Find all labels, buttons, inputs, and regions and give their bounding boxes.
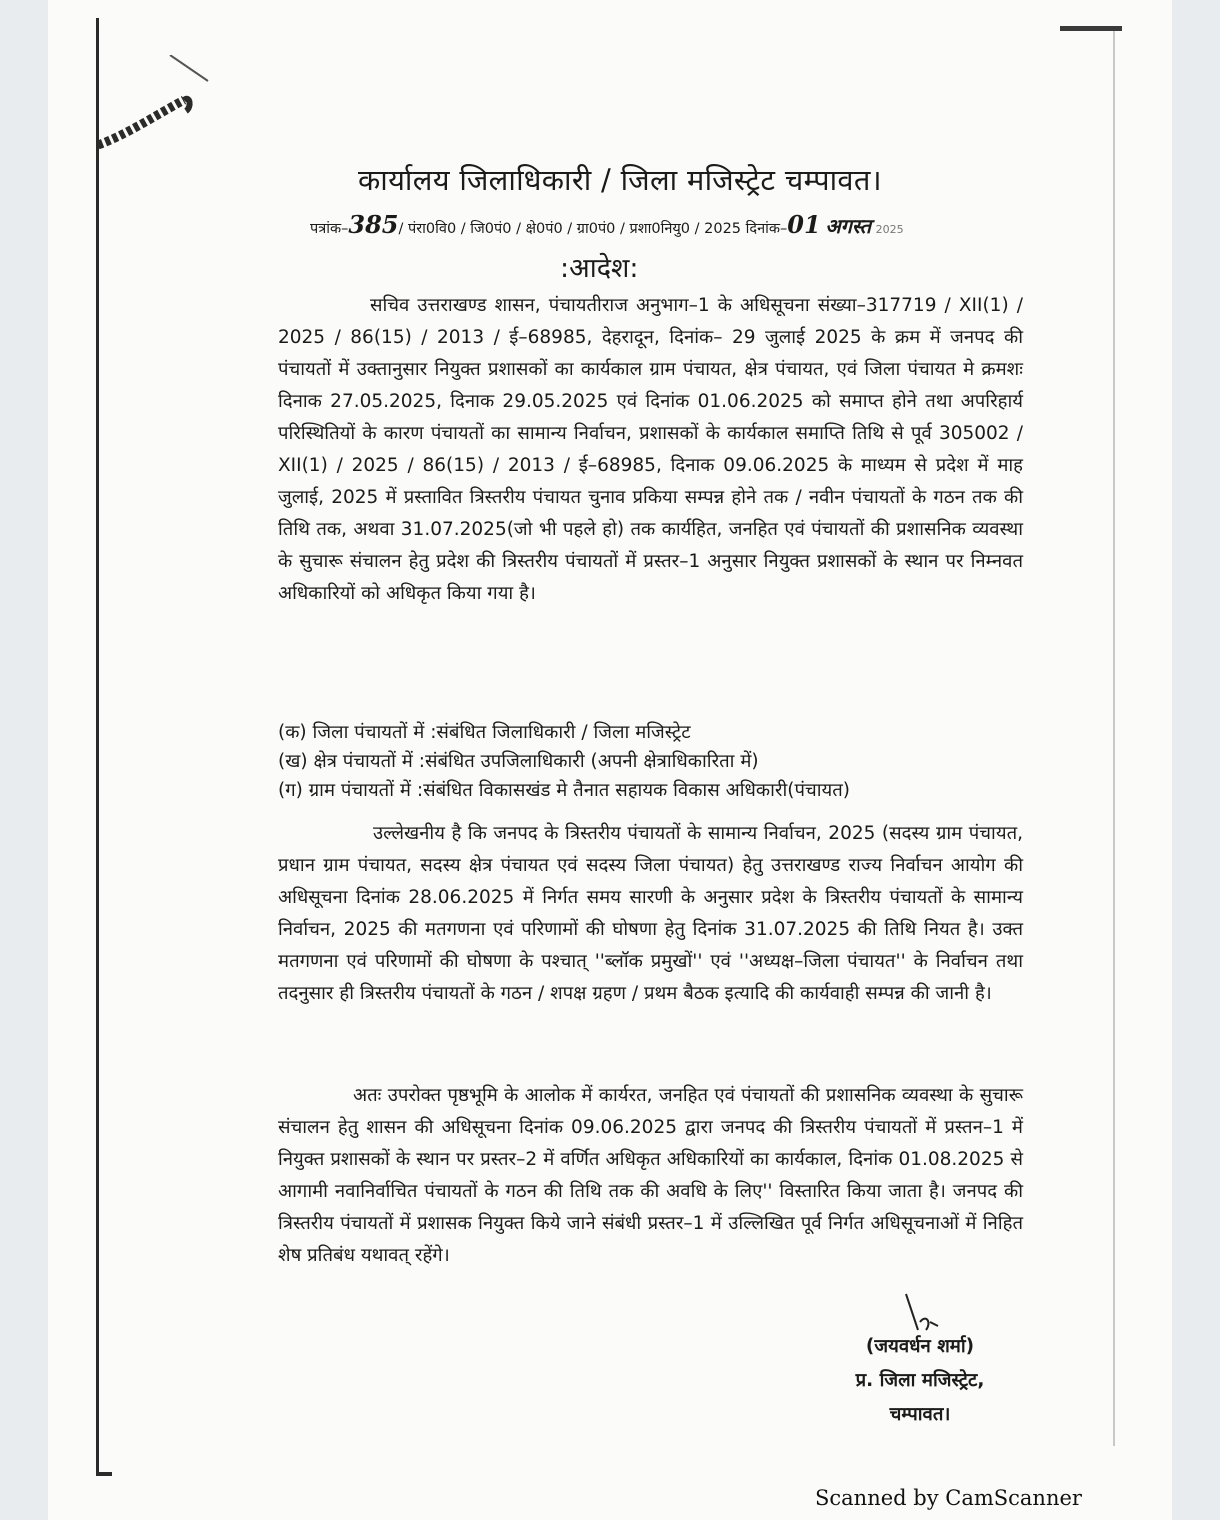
officer-list [278,718,850,805]
list-item: (ग) ग्राम पंचायतों में :संबंधित विकासखंड मे तैनात सहायक विकास अधिकारी(पंचायत) [278,780,851,801]
top-edge-mark [1060,26,1122,31]
reference-line [310,210,1030,239]
date-day-handwritten: 01 [787,210,821,239]
binding-thread-icon [96,55,216,165]
order-heading: :आदेश: [560,253,639,284]
signature-block [820,1330,1020,1432]
office-title: कार्यालय जिलाधिकारी / जिला मजिस्ट्रेट चम्पावत। [358,163,882,197]
paragraph-3: अतः उपरोक्त पृष्ठभूमि के आलोक में कार्यरत, जनहित एवं पंचायतों की प्रशासनिक व्यवस्था के सुचारू संचालन हेतु शासन की अधिसूचना दिनांक 09.06.2025 द्वारा जनपद की त्रिस्तरीय पंचायतों में प्रस्तन–1 में नियुक्त प्रशासकों के स्थान पर प्रस्तर–2 में वर्णित अधिकृत अधिकारियों का कार्यकाल, दिनांक 01.08.2025 से आगामी नवानिर्वाचित पंचायतों के गठन की तिथि तक की अवधि के लिए'' विस्तारित किया जाता है। जनपद की त्रिस्तरीय पंचायतों में प्रशासक नियुक्त किये जाने संबंधी प्रस्तर–1 में उल्लिखित पूर्व निर्गत अधिसूचनाओं में निहित शेष प्रतिबंध यथावत् रहेंगे। [278,1085,1023,1266]
signatory-place: चम्पावत। [889,1404,951,1425]
signatory-designation: प्र. जिला मजिस्ट्रेट, [855,1370,985,1391]
paragraph-1: सचिव उत्तराखण्ड शासन, पंचायतीराज अनुभाग–1 के अधिसूचना संख्या–317719 / XII(1) / 2025 / 86(15) / 2013 / ई–68985, देहरादून, दिनांक– 29 जुलाई 2025 के क्रम में जनपद की पंचायतों में उक्तानुसार नियुक्त प्रशासकों का कार्यकाल ग्राम पंचायत, क्षेत्र पंचायत, एवं जिला पंचायत मे क्रमशः दिनाक 27.05.2025, दिनाक 29.05.2025 एवं दिनांक 01.06.2025 को समाप्त होने तथा अपरिहार्य परिस्थितियों के कारण पंचायतों का सामान्य निर्वाचन, प्रशासकों के कार्यकाल समाप्ति तिथि से पूर्व 305002 / XII(1) / 2025 / 86(15) / 2013 / ई–68985, दिनाक 09.06.2025 के माध्यम से प्रदेश में माह जुलाई, 2025 में प्रस्तावित त्रिस्तरीय पंचायत चुनाव प्रकिया सम्पन्न होने तक / नवीन पंचायतों के गठन तक की तिथि तक, अथवा 31.07.2025(जो भी पहले हो) तक कार्यहित, जनहित एवं पंचायतों की प्रशासनिक व्यवस्था के सुचारू संचालन हेतु प्रदेश की त्रिस्तरीय पंचायतों में प्रस्तर–1 अनुसार नियुक्त प्रशासकों के स्थान पर निम्नवत अधिकारियों को अधिकृत किया गया है। [278,295,1023,604]
bottom-edge-mark [96,1472,112,1476]
paragraph-2: उल्लेखनीय है कि जनपद के त्रिस्तरीय पंचायतों के सामान्य निर्वाचन, 2025 (सदस्य ग्राम पंचायत, प्रधान ग्राम पंचायत, सदस्य क्षेत्र पंचायत एवं सदस्य जिला पंचायत) हेतु उत्तराखण्ड राज्य निर्वाचन आयोग की अधिसूचना दिनांक 28.06.2025 में निर्गत समय सारणी के अनुसार प्रदेश के त्रिस्तरीय पंचायतों के सामान्य निर्वाचन, 2025 की मतगणना एवं परिणामों की घोषणा हेतु दिनांक 31.07.2025 की तिथि नियत है। उक्त मतगणना एवं परिणामों की घोषणा के पश्चात् ''ब्लॉक प्रमुखों'' एवं ''अध्यक्ष–जिला पंचायत'' के निर्वाचन तथा तदनुसार ही त्रिस्तरीय पंचायतों के गठन / शपक्ष ग्रहण / प्रथम बैठक इत्यादि की कार्यवाही सम्पन्न की जानी है। [278,823,1023,1004]
camscanner-watermark: Scanned by CamScanner [815,1486,1082,1510]
ref-prefix: पत्रांक– [310,221,349,237]
signatory-name: (जयवर्धन शर्मा) [865,1336,975,1357]
left-margin-line [96,18,99,1476]
ref-number-handwritten: 385 [348,210,399,239]
ref-code: / पंरा0वि0 / जि0पं0 / क्षे0पं0 / ग्रा0पं0 / प्रशा0नियु0 / 2025 दिनांक– [398,221,788,237]
date-year: 2025 [875,223,904,236]
right-margin-line [1113,26,1115,1446]
list-item: (क) जिला पंचायतों में :संबंधित जिलाधिकारी / जिला मजिस्ट्रेट [278,722,691,743]
list-item: (ख) क्षेत्र पंचायतों में :संबंधित उपजिलाधिकारी (अपनी क्षेत्राधिकारिता में) [278,751,759,772]
date-month-handwritten: अगस्त [825,214,872,238]
